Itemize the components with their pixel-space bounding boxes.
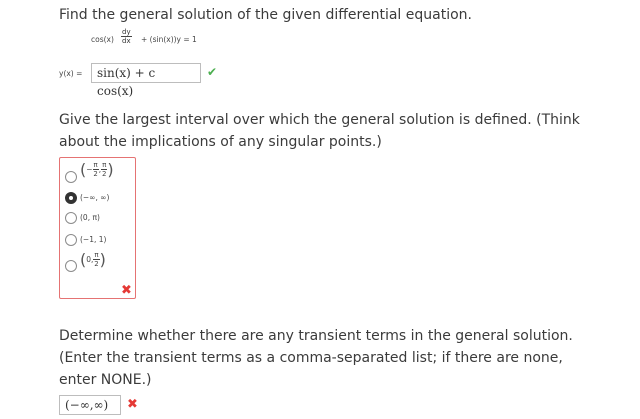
equation-right: + (sin(x))y = 1	[141, 35, 197, 44]
transient-terms-value: (−∞,∞)	[65, 398, 109, 412]
derivative-numerator: dy	[122, 28, 131, 36]
close-paren: )	[99, 250, 106, 269]
option-label-0-to-pi-over-2	[80, 250, 106, 269]
transient-terms-input[interactable]	[59, 395, 121, 415]
incorrect-x-icon: ✖	[121, 283, 132, 298]
option-radio-neg-1-to-1[interactable]	[65, 234, 77, 246]
open-paren: (	[80, 250, 87, 269]
general-solution-value: sin(x) + c cos(x)	[97, 66, 156, 98]
pi-over-2: $\frac{\pi}{2}$	[102, 161, 107, 178]
derivative-denominator: dx	[122, 37, 131, 45]
question-1-prompt: Find the general solution of the given differential equation.	[59, 7, 472, 23]
general-solution-input[interactable]	[91, 63, 201, 98]
correct-check-icon: ✔	[207, 65, 218, 79]
option-label-0-to-pi: (0, π)	[80, 213, 100, 222]
answer-label-yx: y(x) =	[59, 69, 83, 78]
neg-pi-over-2: $\frac{\pi}{2}$	[93, 161, 98, 178]
minus-sign: −	[86, 165, 93, 174]
incorrect-x-icon: ✖	[127, 397, 138, 412]
option-radio-neg-inf-to-inf[interactable]	[65, 192, 77, 204]
interval-choices-group	[59, 157, 136, 299]
option-label-neg-1-to-1: (−1, 1)	[80, 235, 107, 244]
question-3-prompt-line-3: enter NONE.)	[59, 372, 152, 388]
comma: ,	[98, 165, 102, 174]
option-radio-neg-pi-over-2-to-pi-over-2[interactable]	[65, 171, 77, 183]
derivative-fraction	[121, 28, 132, 45]
option-radio-0-to-pi-over-2[interactable]	[65, 260, 77, 272]
option-label-neg-pi-over-2-to-pi-over-2	[80, 160, 114, 190]
pi-over-2: $\frac{\pi}{2}$	[94, 251, 99, 268]
option-radio-0-to-pi[interactable]	[65, 212, 77, 224]
zero-comma: 0,	[86, 255, 94, 264]
option-label-neg-inf-to-inf: (−∞, ∞)	[80, 193, 110, 202]
question-2-prompt-line-1: Give the largest interval over which the general solution is defined. (Think	[59, 112, 580, 128]
question-3-prompt-line-1: Determine whether there are any transient terms in the general solution.	[59, 328, 573, 344]
open-paren: (	[80, 160, 87, 179]
question-2-prompt-line-2: about the implications of any singular points.)	[59, 134, 382, 150]
equation-left: cos(x)	[91, 35, 114, 44]
close-paren: )	[107, 160, 114, 179]
question-3-prompt-line-2: (Enter the transient terms as a comma-separated list; if there are none,	[59, 350, 563, 366]
